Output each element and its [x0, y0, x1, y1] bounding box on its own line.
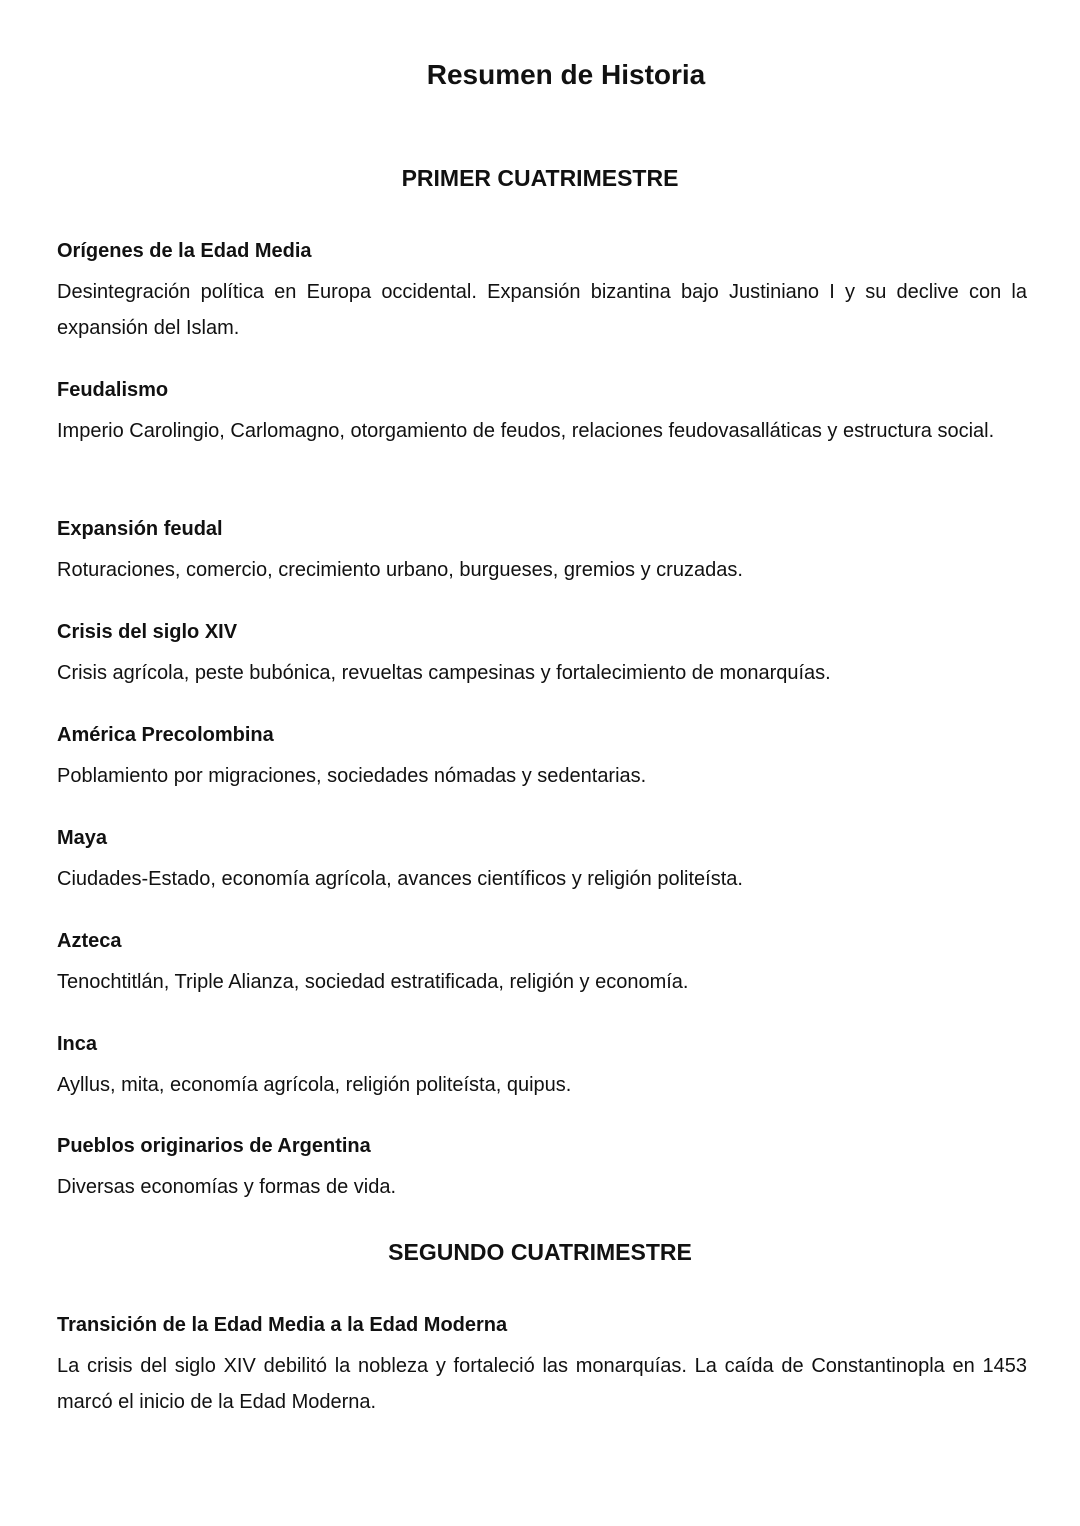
topic-transicion-edad-moderna: [57, 1312, 1027, 1420]
topic-title: Inca: [57, 1033, 98, 1055]
topic-text: Desintegración política en Europa occidental. Expansión bizantina bajo Justiniano I y su declive con la expansión del Islam.: [57, 281, 1027, 339]
topic-title: Feudalismo: [57, 379, 169, 401]
section-heading-segundo-cuatrimestre: SEGUNDO CUATRIMESTRE: [388, 1239, 692, 1265]
topic-expansion-feudal: [57, 516, 1027, 588]
topic-text: Imperio Carolingio, Carlomagno, otorgamiento de feudos, relaciones feudovasalláticas y estructura social.: [57, 420, 995, 442]
topic-pueblos-originarios: [57, 1133, 1027, 1205]
topic-text: Crisis agrícola, peste bubónica, revueltas campesinas y fortalecimiento de monarquías.: [57, 662, 831, 684]
topic-title: Maya: [57, 827, 108, 849]
topic-maya: [57, 825, 1027, 897]
topic-title: Orígenes de la Edad Media: [57, 240, 312, 262]
topic-text: Ciudades-Estado, economía agrícola, avances científicos y religión politeísta.: [57, 868, 743, 890]
topic-text: La crisis del siglo XIV debilitó la nobleza y fortaleció las monarquías. La caída de Constantinopla en 1453 marcó el inicio de la Edad Moderna.: [57, 1355, 1027, 1413]
topic-text: Ayllus, mita, economía agrícola, religión politeísta, quipus.: [57, 1074, 572, 1096]
topic-text: Diversas economías y formas de vida.: [57, 1176, 397, 1198]
topic-title: Transición de la Edad Media a la Edad Moderna: [57, 1314, 508, 1336]
topic-title: Azteca: [57, 930, 122, 952]
topic-title: Crisis del siglo XIV: [57, 621, 238, 643]
topic-text: Poblamiento por migraciones, sociedades nómadas y sedentarias.: [57, 765, 647, 787]
topic-origenes-edad-media: [57, 238, 1027, 346]
topic-text: Tenochtitlán, Triple Alianza, sociedad estratificada, religión y economía.: [57, 971, 689, 993]
topic-title: Expansión feudal: [57, 518, 223, 540]
topic-title: Pueblos originarios de Argentina: [57, 1135, 371, 1157]
topic-crisis-siglo-xiv: [57, 619, 1027, 691]
topic-inca: [57, 1031, 1027, 1103]
document-title: Resumen de Historia: [426, 59, 706, 90]
section-heading-primer-cuatrimestre: PRIMER CUATRIMESTRE: [401, 165, 679, 191]
topic-azteca: [57, 928, 1027, 1000]
topic-title: América Precolombina: [57, 724, 274, 746]
topic-america-precolombina: [57, 722, 1027, 794]
topic-feudalismo: [57, 377, 1027, 449]
topic-text: Roturaciones, comercio, crecimiento urbano, burgueses, gremios y cruzadas.: [57, 559, 743, 581]
